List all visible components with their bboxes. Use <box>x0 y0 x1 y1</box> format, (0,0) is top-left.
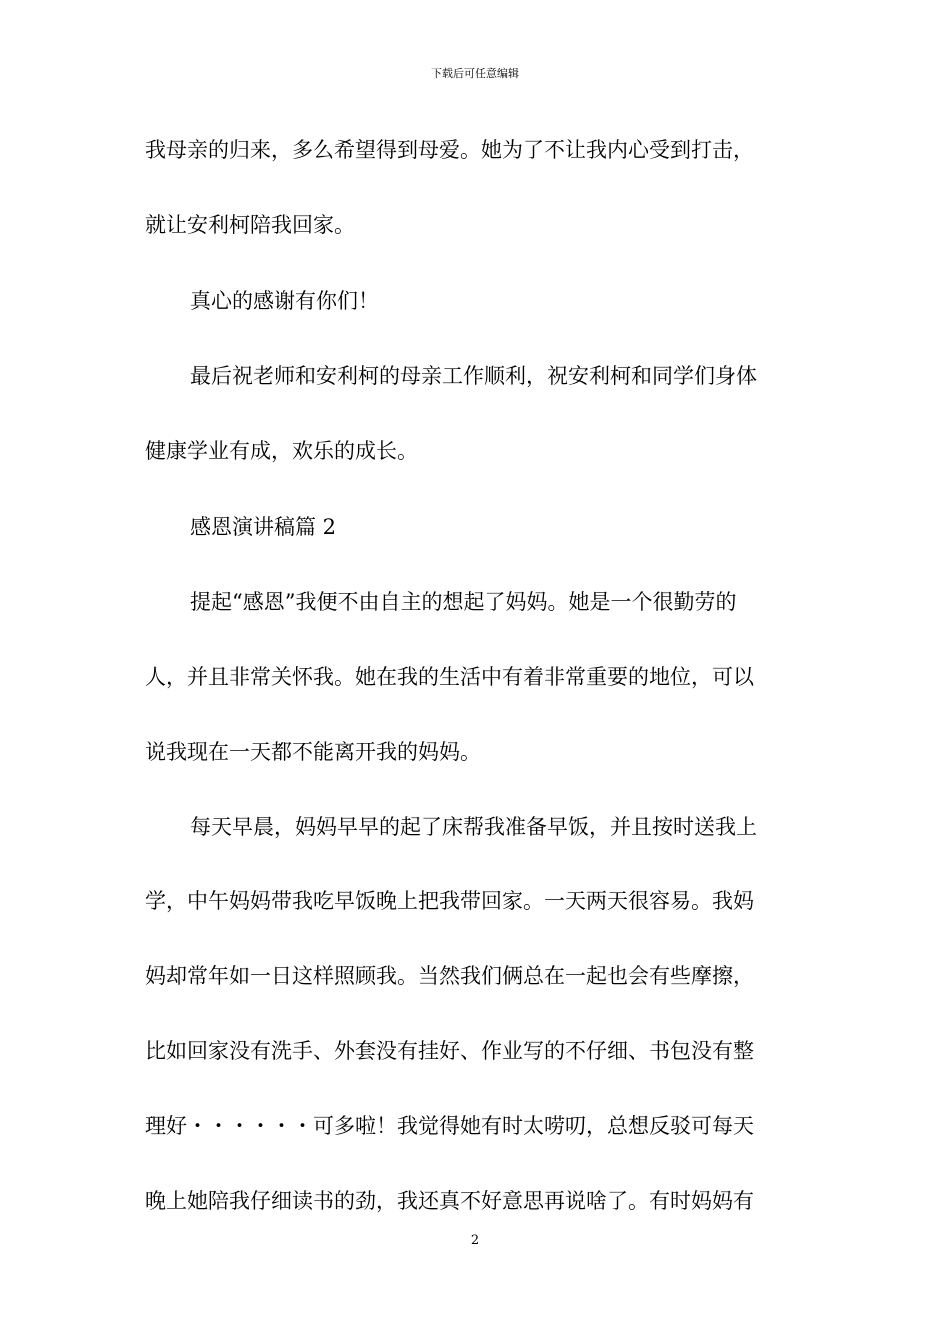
text-line: 理好・・・・・・可多啦！我觉得她有时太唠叨，总想反驳可每天 <box>145 1114 754 1138</box>
header-note: 下载后可任意编辑 <box>431 67 519 80</box>
text-line: 每天早晨，妈妈早早的起了床帮我准备早饭，并且按时送我上 <box>190 815 757 839</box>
text-line: 最后祝老师和安利柯的母亲工作顺利，祝安利柯和同学们身体 <box>190 364 757 388</box>
text-line: 就让安利柯陪我回家。 <box>145 213 355 237</box>
text-line: 妈却常年如一日这样照顾我。当然我们俩总在一起也会有些摩擦， <box>145 964 754 988</box>
text-line: 真心的感谢有你们！ <box>190 289 379 313</box>
section-heading: 感恩演讲稿篇 2 <box>190 515 337 539</box>
text-line: 学，中午妈妈带我吃早饭晚上把我带回家。一天两天很容易。我妈 <box>145 889 754 913</box>
text-line: 我母亲的归来，多么希望得到母爱。她为了不让我内心受到打击， <box>145 138 754 162</box>
page-number: 2 <box>470 1233 480 1248</box>
text-line: 人，并且非常关怀我。她在我的生活中有着非常重要的地位，可以 <box>145 665 754 689</box>
text-line: 晚上她陪我仔细读书的劲，我还真不好意思再说啥了。有时妈妈有 <box>145 1189 754 1213</box>
text-line: 比如回家没有洗手、外套没有挂好、作业写的不仔细、书包没有整 <box>145 1039 754 1063</box>
text-line: 健康学业有成，欢乐的成长。 <box>145 439 418 463</box>
text-line: 说我现在一天都不能离开我的妈妈。 <box>145 740 481 764</box>
text-line: 提起“感恩”我便不由自主的想起了妈妈。她是一个很勤劳的 <box>190 590 737 614</box>
